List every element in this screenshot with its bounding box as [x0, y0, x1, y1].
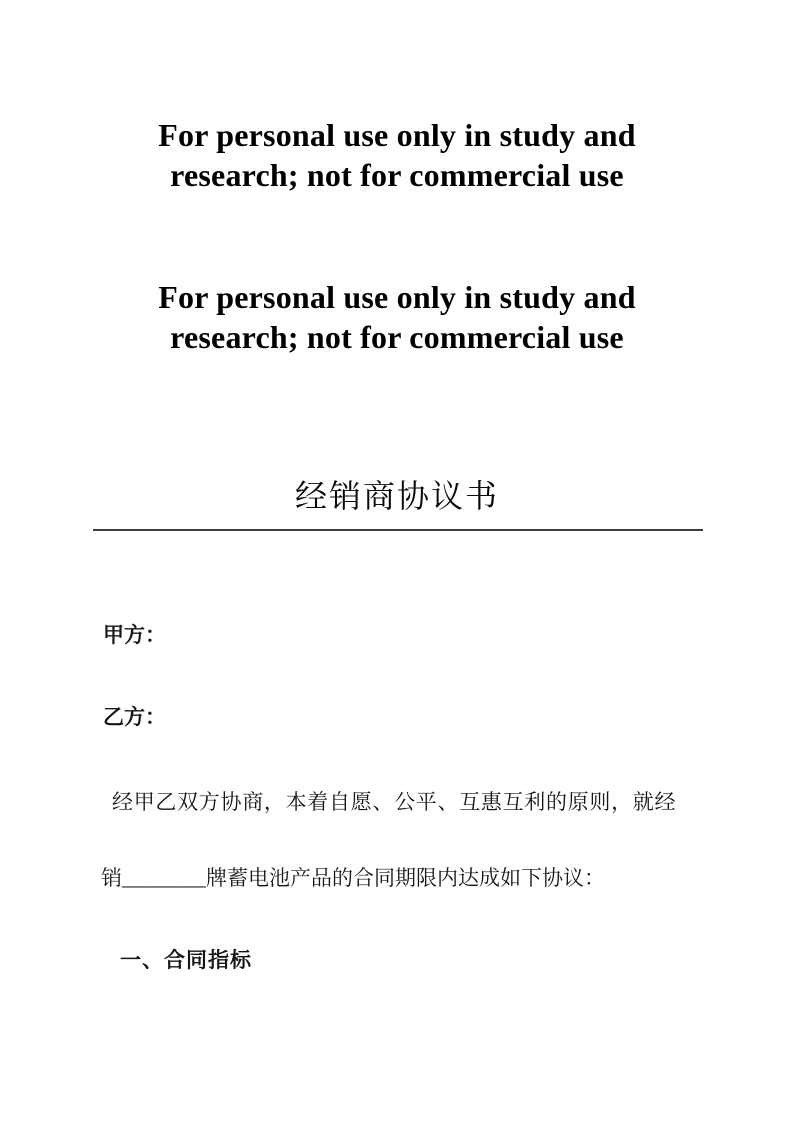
intro-paragraph-line-1: 经甲乙双方协商，本着自愿、公平、互惠互利的原则，就经: [112, 790, 677, 814]
document-title: 经销商协议书: [294, 478, 499, 514]
usage-notice-2: [0, 277, 794, 357]
party-a-label: 甲方：: [103, 623, 166, 647]
fill-in-blank: ________: [122, 866, 206, 890]
intro-line-2-suffix: 牌蓄电池产品的合同期限内达成如下协议：: [206, 866, 605, 890]
usage-notice-1-line-1: For personal use only in study and: [158, 117, 636, 153]
title-underline-rule: [93, 529, 703, 531]
intro-paragraph-line-2: [101, 865, 605, 892]
usage-notice-2-line-2: research; not for commercial use: [170, 319, 624, 355]
intro-line-2-prefix: 销: [101, 866, 122, 890]
usage-notice-1: [0, 115, 794, 195]
section-1-heading: 一、合同指标: [120, 948, 252, 972]
usage-notice-2-line-1: For personal use only in study and: [158, 279, 636, 315]
party-b-label: 乙方：: [103, 705, 166, 729]
usage-notice-1-line-2: research; not for commercial use: [170, 157, 624, 193]
